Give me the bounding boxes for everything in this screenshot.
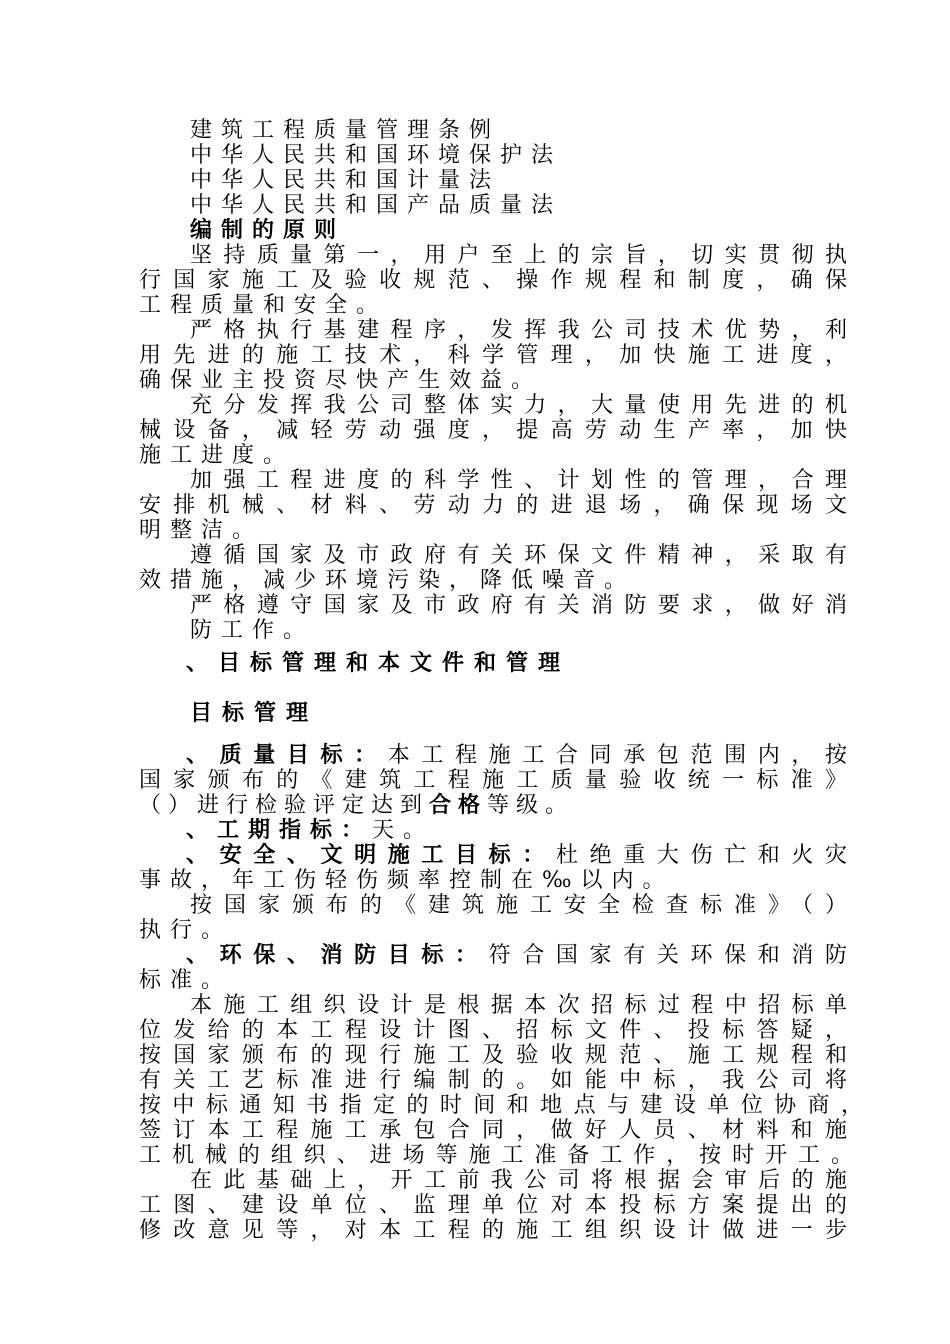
paragraph-line: 加强工程进度的科学性、计划性的管理，合理 bbox=[190, 468, 847, 493]
quality-goal-text-b: 等级。 bbox=[487, 793, 575, 818]
paragraph-line: 签订本工程施工承包合同，做好人员、材料和施 bbox=[139, 1118, 847, 1143]
paragraph-line: 确保业主投资尽快产生效益。 bbox=[139, 368, 543, 393]
paragraph-line: 国家颁布的《建筑工程施工质量验收统一标准》 bbox=[139, 768, 847, 793]
paragraph-line: 标准。 bbox=[139, 968, 233, 993]
env-goal-label: 、环保、消防目标： bbox=[186, 942, 489, 968]
section-heading: 、目标管理和本文件和管理 bbox=[186, 650, 571, 676]
paragraph-line: 严格遵守国家及市政府有关消防要求，做好消 bbox=[190, 593, 847, 618]
paragraph-line: 本施工组织设计是根据本次招标过程中招标单 bbox=[190, 993, 847, 1018]
safety-goal-text: 杜绝重大伤亡和火灾 bbox=[555, 843, 847, 868]
quality-goal-text-a: （）进行检验评定达到 bbox=[139, 793, 430, 818]
paragraph-line: 明整洁。 bbox=[139, 518, 264, 543]
law-item: 中华人民共和国计量法 bbox=[190, 168, 501, 193]
paragraph-line: 事故，年工伤轻伤频率控制在‰以内。 bbox=[139, 868, 674, 893]
paragraph-line: 遵循国家及市政府有关环保文件精神，采取有 bbox=[190, 543, 847, 568]
principles-heading: 编制的原则 bbox=[190, 217, 346, 243]
subsection-heading: 目标管理 bbox=[190, 700, 319, 726]
law-item: 建筑工程质量管理条例 bbox=[190, 118, 501, 143]
paragraph-line: 械设备，减轻劳动强度，提高劳动生产率，加快 bbox=[139, 418, 847, 443]
paragraph-line: 有关工艺标准进行编制的。如能中标，我公司将 bbox=[139, 1068, 847, 1093]
safety-goal-label: 、安全、文明施工目标： bbox=[186, 842, 556, 868]
law-item: 中华人民共和国产品质量法 bbox=[190, 193, 563, 218]
env-goal-text: 符合国家有关环保和消防 bbox=[488, 943, 847, 968]
schedule-goal-text: 天。 bbox=[372, 818, 435, 843]
paragraph-line: 按国家颁布的《建筑施工安全检查标准》（） bbox=[190, 893, 847, 918]
paragraph-line: 严格执行基建程序，发挥我公司技术优势，利 bbox=[190, 318, 847, 343]
env-goal-line bbox=[186, 943, 847, 968]
paragraph-line: 执行。 bbox=[139, 918, 233, 943]
paragraph-line: 效措施，减少环境污染，降低噪音。 bbox=[139, 568, 636, 593]
paragraph-line: 修改意见等，对本工程的施工组织设计做进一步 bbox=[139, 1218, 847, 1243]
paragraph-line: 防工作。 bbox=[190, 618, 315, 643]
law-item: 中华人民共和国环境保护法 bbox=[190, 143, 563, 168]
quality-goal-line3 bbox=[139, 793, 847, 818]
paragraph-line: 充分发挥我公司整体实力，大量使用先进的机 bbox=[190, 393, 847, 418]
safety-goal-line bbox=[186, 843, 847, 868]
paragraph-line: 用先进的施工技术，科学管理，加快施工进度， bbox=[139, 343, 847, 368]
paragraph-line: 按国家颁布的现行施工及验收规范、施工规程和 bbox=[139, 1043, 847, 1068]
paragraph-line: 按中标通知书指定的时间和地点与建设单位协商， bbox=[139, 1093, 863, 1118]
paragraph-line: 工程质量和安全。 bbox=[139, 293, 388, 318]
paragraph-line: 工机械的组织、进场等施工准备工作，按时开工。 bbox=[139, 1143, 853, 1168]
quality-goal-label: 、质量目标： bbox=[186, 742, 388, 768]
paragraph-line: 施工进度。 bbox=[139, 443, 295, 468]
paragraph-line: 行国家施工及验收规范、操作规程和制度，确保 bbox=[139, 268, 847, 293]
quality-grade: 合格 bbox=[429, 792, 488, 818]
paragraph-line: 在此基础上，开工前我公司将根据会审后的施 bbox=[190, 1168, 847, 1193]
paragraph-line: 工图、建设单位、监理单位对本投标方案提出的 bbox=[139, 1193, 847, 1218]
schedule-goal-line bbox=[186, 818, 847, 843]
quality-goal-text: 本工程施工合同承包范围内，按 bbox=[387, 743, 847, 768]
paragraph-line: 位发给的本工程设计图、招标文件、投标答疑， bbox=[139, 1018, 847, 1043]
paragraph-line: 安排机械、材料、劳动力的进退场，确保现场文 bbox=[139, 493, 847, 518]
paragraph-line: 坚持质量第一，用户至上的宗旨，切实贯彻执 bbox=[190, 243, 847, 268]
quality-goal-line bbox=[186, 743, 847, 768]
schedule-goal-label: 、工期指标： bbox=[186, 817, 373, 843]
